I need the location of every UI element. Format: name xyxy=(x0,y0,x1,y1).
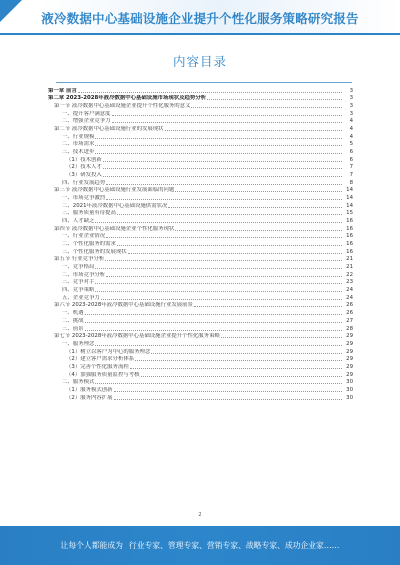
toc-entry[interactable] xyxy=(48,155,353,163)
toc-entry[interactable] xyxy=(48,94,353,102)
dot-leader xyxy=(103,161,342,162)
toc-entry[interactable] xyxy=(48,247,353,255)
toc-entry-title: （2）服务内容扩展 xyxy=(66,394,113,401)
toc-entry[interactable] xyxy=(48,370,353,378)
toc-entry[interactable] xyxy=(48,124,353,132)
toc-entry-title: 四、行业发展趋势 xyxy=(62,179,106,186)
toc-entry-title: （1）树立以客户为中心的服务理念 xyxy=(66,348,151,355)
toc-entry-page: 6 xyxy=(349,156,353,163)
dot-leader xyxy=(175,230,342,231)
toc-entry[interactable] xyxy=(48,362,353,370)
toc-entry-page: 14 xyxy=(346,187,353,194)
footer-role: 战略专家 xyxy=(245,541,278,550)
toc-entry-page: 30 xyxy=(346,386,353,393)
toc-entry[interactable] xyxy=(48,201,353,209)
toc-entry-page: 7 xyxy=(349,172,353,179)
toc-entry-page: 22 xyxy=(346,271,353,278)
toc-entry[interactable] xyxy=(48,355,353,363)
toc-entry-title: 三、技术进步 xyxy=(62,149,95,156)
toc-entry[interactable] xyxy=(48,270,353,278)
toc-entry-page: 3 xyxy=(349,87,353,94)
toc-entry[interactable] xyxy=(48,186,353,194)
toc-entry-title: 一、行业规模 xyxy=(62,133,95,140)
toc-entry[interactable] xyxy=(48,308,353,316)
dot-leader xyxy=(135,360,342,361)
toc-entry-page: 24 xyxy=(346,294,353,301)
footer-role: 管理专家 xyxy=(167,541,200,550)
toc-entry[interactable] xyxy=(48,147,353,155)
report-title: 液冷数据中心基础设施企业提升个性化服务策略研究报告 xyxy=(41,11,359,26)
dot-leader xyxy=(117,214,342,215)
toc-entry-title: 一、机遇 xyxy=(62,310,84,317)
toc-entry-page: 30 xyxy=(346,379,353,386)
toc-entry-page: 16 xyxy=(346,233,353,240)
toc-entry-title: 第五节 行业竞争分析 xyxy=(54,256,105,263)
toc-entry-title: 一、竞争格局 xyxy=(62,264,95,271)
toc-entry-page: 3 xyxy=(349,103,353,110)
toc-entry[interactable] xyxy=(48,224,353,232)
toc-entry-title: 第三节 液冷数据中心基础设施行业发展面临的问题 xyxy=(54,187,175,194)
toc-entry[interactable] xyxy=(48,278,353,286)
toc-entry-page: 21 xyxy=(346,264,353,271)
footer-role: 行业专家 xyxy=(128,541,161,550)
dot-leader xyxy=(85,330,342,331)
toc-entry-page: 3 xyxy=(349,95,353,102)
toc-entry-title: 第六节 2023-2028年液冷数据中心基础设施行业发展前景 xyxy=(54,302,193,309)
toc-entry-page: 16 xyxy=(346,218,353,225)
toc-entry-title: 第二章 2023-2028年液冷数据中心基础设施市场现状及趋势分析 xyxy=(48,95,207,102)
toc-entry[interactable] xyxy=(48,109,353,117)
toc-entry-title: 四、人才缺乏 xyxy=(62,218,95,225)
dot-leader xyxy=(78,92,342,93)
toc-entry-page: 27 xyxy=(346,317,353,324)
toc-entry-page: 23 xyxy=(346,279,353,286)
toc-entry[interactable] xyxy=(48,255,353,263)
dot-leader xyxy=(151,353,342,354)
dot-leader xyxy=(95,345,342,346)
toc-entry[interactable] xyxy=(48,285,353,293)
toc-entry[interactable] xyxy=(48,332,353,340)
page-number: 2 xyxy=(198,512,202,518)
dot-leader xyxy=(85,322,342,323)
toc-entry-page: 4 xyxy=(349,118,353,125)
toc-entry-title: 三、竞争对手 xyxy=(62,279,95,286)
toc-entry-page: 4 xyxy=(349,126,353,133)
dot-leader xyxy=(106,276,342,277)
toc-entry[interactable] xyxy=(48,347,353,355)
toc-entry[interactable] xyxy=(48,193,353,201)
toc-entry-page: 29 xyxy=(346,340,353,347)
dot-leader xyxy=(95,138,342,139)
dot-leader xyxy=(114,399,342,400)
toc-entry[interactable] xyxy=(48,262,353,270)
dot-leader xyxy=(103,176,342,177)
toc-entry-page: 8 xyxy=(349,179,353,186)
toc-entry-title: 三、服务质量有待提高 xyxy=(62,210,116,217)
dot-leader xyxy=(95,145,342,146)
toc-entry-page: 15 xyxy=(346,210,353,217)
dot-leader xyxy=(221,337,342,338)
toc-entry-title: （2）技术人才 xyxy=(66,164,102,171)
toc-entry-page: 29 xyxy=(346,371,353,378)
dot-leader xyxy=(112,122,342,123)
toc-entry-title: 二、个性化服务的需求 xyxy=(62,241,116,248)
toc-entry[interactable] xyxy=(48,316,353,324)
toc-entry[interactable] xyxy=(48,216,353,224)
dot-leader xyxy=(114,391,342,392)
dot-leader xyxy=(128,253,342,254)
toc-entry-title: 第一节 液冷数据中心基础设施企业提升个性化服务的意义 xyxy=(54,103,191,110)
toc-entry-title: （1）服务模式创新 xyxy=(66,386,113,393)
header-divider xyxy=(0,33,400,35)
toc-entry-page: 21 xyxy=(346,256,353,263)
dot-leader xyxy=(95,153,342,154)
dot-leader xyxy=(95,291,342,292)
toc-entry-page: 7 xyxy=(349,164,353,171)
table-of-contents xyxy=(48,86,353,401)
toc-entry-page: 26 xyxy=(346,302,353,309)
dot-leader xyxy=(101,299,342,300)
toc-entry-title: （2）建立客户需求分析体系 xyxy=(66,356,135,363)
dot-leader xyxy=(165,130,342,131)
toc-entry[interactable] xyxy=(48,324,353,332)
toc-entry-title: 三、个性化服务的发展现状 xyxy=(62,248,127,255)
toc-entry-title: 第七节 2023-2028年液冷数据中心基础设施企业提升个性化服务策略 xyxy=(54,333,220,340)
toc-entry[interactable] xyxy=(48,232,353,240)
dot-leader xyxy=(95,268,342,269)
toc-entry[interactable] xyxy=(48,86,353,94)
toc-entry-page: 14 xyxy=(346,202,353,209)
toc-entry-page: 16 xyxy=(346,225,353,232)
toc-entry-title: 二、市场需求 xyxy=(62,141,95,148)
dot-leader xyxy=(194,306,342,307)
toc-entry-title: 一、提升客户满意度 xyxy=(62,110,111,117)
toc-entry-title: 一、服务理念 xyxy=(62,340,95,347)
dot-leader xyxy=(141,376,342,377)
toc-entry[interactable] xyxy=(48,209,353,217)
dot-leader xyxy=(106,199,342,200)
toc-entry[interactable] xyxy=(48,101,353,109)
toc-entry-title: 第一章 前言 xyxy=(48,87,77,94)
dot-leader xyxy=(168,207,342,208)
toc-entry[interactable] xyxy=(48,393,353,401)
toc-entry-page: 28 xyxy=(346,325,353,332)
dot-leader xyxy=(130,368,342,369)
toc-entry-page: 14 xyxy=(346,195,353,202)
toc-entry[interactable] xyxy=(48,170,353,178)
dot-leader xyxy=(105,260,342,261)
toc-heading: 内容目录 xyxy=(172,54,227,69)
toc-entry-page: 30 xyxy=(346,394,353,401)
toc-entry[interactable] xyxy=(48,178,353,186)
footer-slogan: 让每个人都能成为 行业专家、管理专家、营销专家、战略专家、成功企业家…… xyxy=(60,541,340,550)
toc-entry[interactable] xyxy=(48,132,353,140)
toc-entry-title: 三、前景 xyxy=(62,325,84,332)
dot-leader xyxy=(95,222,342,223)
toc-entry-page: 16 xyxy=(346,248,353,255)
toc-entry-title: （1）技术创新 xyxy=(66,156,102,163)
toc-entry-title: 五、企业竞争力 xyxy=(62,294,100,301)
toc-entry-title: 四、竞争策略 xyxy=(62,287,95,294)
toc-entry-page: 24 xyxy=(346,287,353,294)
toc-entry-page: 29 xyxy=(346,348,353,355)
toc-entry-page: 16 xyxy=(346,241,353,248)
toc-entry-page: 4 xyxy=(349,133,353,140)
toc-entry-page: 6 xyxy=(349,149,353,156)
toc-entry[interactable] xyxy=(48,140,353,148)
footer-role: 营销专家 xyxy=(206,541,239,550)
footer-role: 成功企业家…… xyxy=(284,541,340,550)
toc-entry-title: 一、市场竞争激烈 xyxy=(62,195,106,202)
dot-leader xyxy=(175,191,342,192)
dot-leader xyxy=(85,314,342,315)
toc-entry[interactable] xyxy=(48,378,353,386)
footer-lead: 让每个人都能成为 xyxy=(60,541,123,550)
dot-leader xyxy=(95,283,342,284)
toc-entry-title: （3）研发投入 xyxy=(66,172,102,179)
toc-entry[interactable] xyxy=(48,293,353,301)
toc-entry-page: 5 xyxy=(349,141,353,148)
toc-entry-title: （3）完善个性化服务流程 xyxy=(66,363,129,370)
toc-entry-title: 一、行业企业情况 xyxy=(62,233,106,240)
toc-entry-title: 二、增强企业竞争力 xyxy=(62,118,111,125)
toc-entry[interactable] xyxy=(48,301,353,309)
toc-divider xyxy=(56,82,352,83)
toc-entry[interactable] xyxy=(48,239,353,247)
toc-entry-title: 二、2021年液冷数据中心基础设施供需状况 xyxy=(62,202,168,209)
dot-leader xyxy=(106,237,342,238)
report-header xyxy=(0,0,400,34)
toc-entry-page: 29 xyxy=(346,363,353,370)
toc-entry-page: 29 xyxy=(346,356,353,363)
toc-entry[interactable] xyxy=(48,385,353,393)
toc-entry-title: 第二节 液冷数据中心基础设施行业的发展现状 xyxy=(54,126,164,133)
toc-entry-title: 二、服务模式 xyxy=(62,379,95,386)
toc-entry-page: 29 xyxy=(346,333,353,340)
dot-leader xyxy=(95,383,342,384)
toc-entry-title: （4）加强服务质量监控与考核 xyxy=(66,371,140,378)
toc-entry[interactable] xyxy=(48,339,353,347)
footer-banner xyxy=(0,526,400,565)
toc-entry-page: 3 xyxy=(349,110,353,117)
toc-entry-title: 二、市场竞争分析 xyxy=(62,271,106,278)
dot-leader xyxy=(117,245,342,246)
dot-leader xyxy=(112,115,342,116)
toc-entry-title: 二、挑战 xyxy=(62,317,84,324)
dot-leader xyxy=(191,107,342,108)
dot-leader xyxy=(106,184,342,185)
dot-leader xyxy=(103,168,342,169)
dot-leader xyxy=(207,99,342,100)
toc-entry-page: 26 xyxy=(346,310,353,317)
toc-entry[interactable] xyxy=(48,117,353,125)
toc-entry-title: 第四节 液冷数据中心基础设施企业个性化服务现状 xyxy=(54,225,175,232)
toc-entry[interactable] xyxy=(48,163,353,171)
